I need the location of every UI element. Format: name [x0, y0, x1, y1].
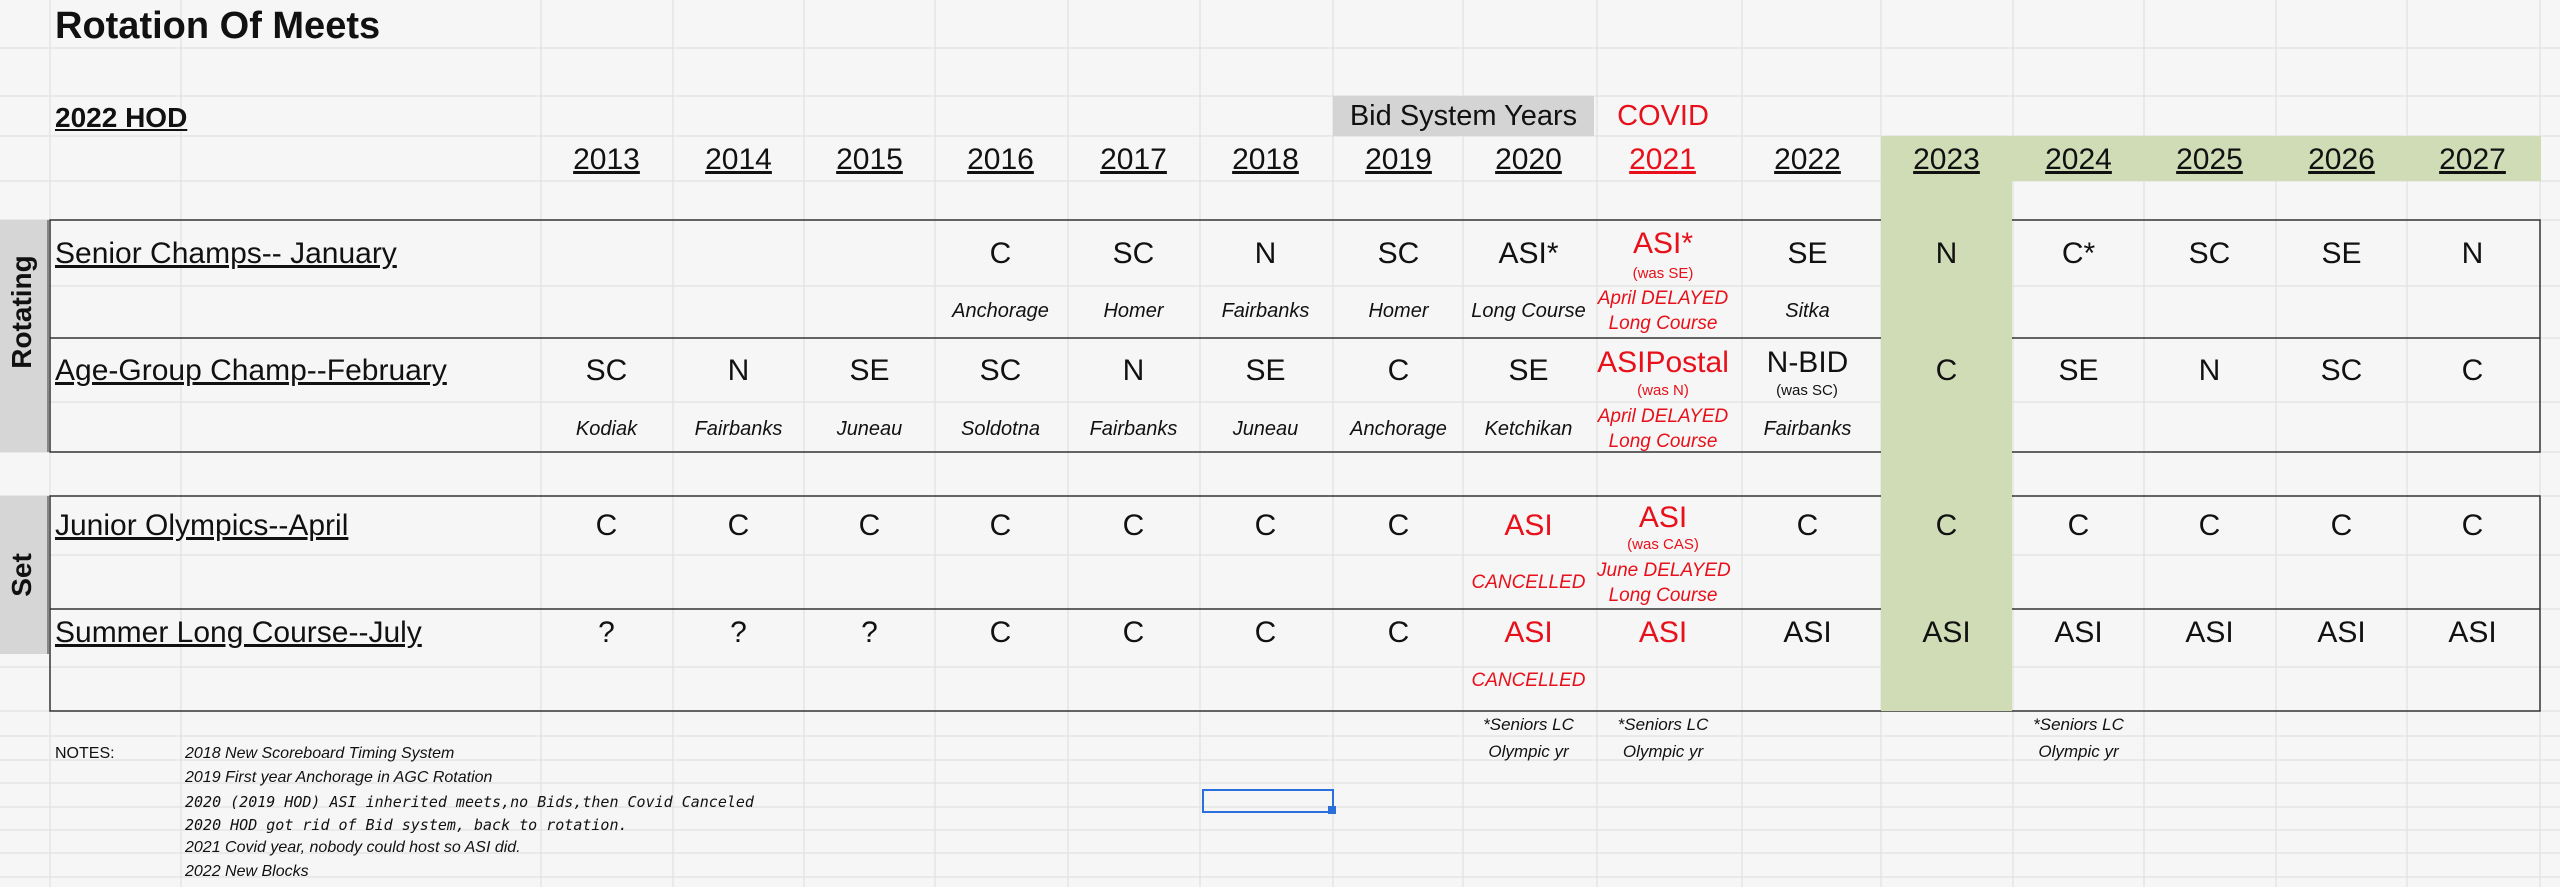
year-header-2023: 2023: [1913, 143, 1980, 176]
agegroup-location-2022: Fairbanks: [1763, 418, 1852, 440]
year-header-2020: 2020: [1495, 143, 1562, 176]
year-header-2025: 2025: [2176, 143, 2243, 176]
note-line: 2021 Covid year, nobody could host so ASI did.: [185, 839, 521, 856]
senior-code-2025: SC: [2188, 237, 2231, 270]
agegroup-code-2015: SE: [849, 354, 890, 387]
senior-code-2024: C*: [2061, 237, 2096, 270]
agegroup-code-2022: N-BID: [1766, 346, 1849, 379]
olympic-note-2020-line1: *Seniors LC: [1483, 715, 1574, 734]
senior-2021-delayed: April DELAYED: [1597, 288, 1729, 309]
agegroup-code-2016: SC: [979, 354, 1022, 387]
senior-location-2022: Sitka: [1785, 300, 1830, 322]
olympic-note-2020-line2: Olympic yr: [1488, 742, 1569, 761]
summer-code-2027: ASI: [2448, 616, 2497, 649]
agegroup-code-2013: SC: [585, 354, 628, 387]
senior-code-2020: ASI*: [1498, 237, 1559, 270]
year-header-2015: 2015: [836, 143, 903, 176]
agegroup-code-2018: SE: [1245, 354, 1286, 387]
summer-code-2019: C: [1387, 616, 1410, 649]
note-line: 2020 HOD got rid of Bid system, back to rotation.: [185, 816, 628, 834]
junior-code-2022: C: [1796, 509, 1819, 542]
hod-label: 2022 HOD: [55, 102, 188, 133]
junior-2020-cancelled: CANCELLED: [1471, 572, 1586, 593]
year-header-2016: 2016: [967, 143, 1034, 176]
summer-code-2023: ASI: [1922, 616, 1971, 649]
summer-code-2025: ASI: [2185, 616, 2234, 649]
bid-system-years-label: Bid System Years: [1333, 96, 1594, 136]
row-label-age-group-champ: Age-Group Champ--February: [55, 354, 447, 387]
selected-cell[interactable]: [1202, 789, 1334, 813]
agegroup-code-2027: C: [2461, 354, 2484, 387]
agegroup-code-2014: N: [727, 354, 750, 387]
agegroup-location-2016: Soldotna: [961, 418, 1040, 440]
junior-code-2024: C: [2067, 509, 2090, 542]
summer-code-2020: ASI: [1504, 616, 1553, 649]
senior-code-2017: SC: [1112, 237, 1155, 270]
agegroup-2021-was: (was N): [1637, 382, 1689, 399]
year-header-2018: 2018: [1232, 143, 1299, 176]
junior-code-2027: C: [2461, 509, 2484, 542]
agegroup-location-2019: Anchorage: [1350, 418, 1447, 440]
summer-code-2017: C: [1122, 616, 1145, 649]
junior-code-2025: C: [2198, 509, 2221, 542]
junior-code-2017: C: [1122, 509, 1145, 542]
olympic-note-2021-line1: *Seniors LC: [1617, 715, 1709, 734]
summer-code-2021: ASI: [1638, 616, 1688, 649]
year-header-2022: 2022: [1774, 143, 1841, 176]
fill-handle[interactable]: [1328, 806, 1336, 814]
summer-code-2018: C: [1254, 616, 1277, 649]
junior-code-2013: C: [595, 509, 618, 542]
summer-code-2013: ?: [598, 616, 615, 649]
summer-2020-cancelled: CANCELLED: [1471, 670, 1586, 691]
senior-code-2027: N: [2461, 237, 2484, 270]
agegroup-2022-was: (was SC): [1776, 382, 1838, 399]
senior-2021-was: (was SE): [1632, 265, 1694, 282]
agegroup-code-2023: C: [1935, 354, 1958, 387]
note-line: 2022 New Blocks: [185, 863, 309, 880]
year-header-2021: 2021: [1629, 143, 1696, 176]
agegroup-code-2021: ASIPostal: [1597, 346, 1729, 379]
row-label-senior-champs: Senior Champs-- January: [55, 237, 397, 270]
year-header-2024: 2024: [2045, 143, 2112, 176]
agegroup-code-2026: SC: [2320, 354, 2363, 387]
senior-code-2022: SE: [1787, 237, 1828, 270]
senior-location-2019: Homer: [1368, 300, 1429, 322]
agegroup-code-2025: N: [2198, 354, 2221, 387]
agegroup-location-2020: Ketchikan: [1484, 418, 1573, 440]
notes-label: NOTES:: [55, 745, 115, 762]
olympic-note-2024-line1: *Seniors LC: [2033, 715, 2124, 734]
agegroup-location-2017: Fairbanks: [1089, 418, 1178, 440]
junior-code-2026: C: [2330, 509, 2353, 542]
year-header-2019: 2019: [1365, 143, 1432, 176]
summer-code-2015: ?: [861, 616, 878, 649]
note-line: 2020 (2019 HOD) ASI inherited meets,no Bids,then Covid Canceled: [185, 793, 754, 811]
senior-location-2016: Anchorage: [952, 300, 1049, 322]
set-side-label: Set: [6, 553, 37, 597]
row-label-junior-olympics: Junior Olympics--April: [55, 509, 349, 542]
junior-code-2018: C: [1254, 509, 1277, 542]
senior-code-2019: SC: [1377, 237, 1420, 270]
junior-2021-delayed: June DELAYED: [1597, 560, 1731, 581]
year-header-2017: 2017: [1100, 143, 1167, 176]
senior-location-2020: Long Course: [1471, 300, 1586, 322]
senior-code-2016: C: [989, 237, 1012, 270]
year-header-2014: 2014: [705, 143, 772, 176]
sheet-title: Rotation Of Meets: [55, 5, 381, 47]
junior-code-2023: C: [1935, 509, 1958, 542]
junior-code-2019: C: [1387, 509, 1410, 542]
junior-2021-long-course: Long Course: [1608, 585, 1718, 606]
agegroup-location-2015: Juneau: [836, 418, 903, 440]
junior-code-2021: ASI: [1638, 501, 1688, 534]
summer-code-2014: ?: [730, 616, 747, 649]
olympic-note-2024-line2: Olympic yr: [2038, 742, 2119, 761]
agegroup-code-2019: C: [1387, 354, 1410, 387]
senior-code-2023: N: [1935, 237, 1958, 270]
senior-code-2018: N: [1254, 237, 1277, 270]
junior-code-2020: ASI: [1504, 509, 1553, 542]
agegroup-code-2020: SE: [1508, 354, 1549, 387]
agegroup-code-2024: SE: [2058, 354, 2099, 387]
junior-2021-was: (was CAS): [1627, 536, 1699, 553]
senior-code-2026: SE: [2321, 237, 2362, 270]
summer-code-2024: ASI: [2054, 616, 2103, 649]
agegroup-location-2014: Fairbanks: [694, 418, 783, 440]
agegroup-2021-long-course: Long Course: [1608, 431, 1718, 452]
row-label-summer-long-course: Summer Long Course--July: [55, 616, 422, 649]
year-header-2013: 2013: [573, 143, 640, 176]
agegroup-location-2018: Juneau: [1232, 418, 1299, 440]
junior-code-2016: C: [989, 509, 1012, 542]
covid-label: COVID: [1617, 100, 1709, 132]
agegroup-2021-delayed: April DELAYED: [1597, 406, 1729, 427]
year-header-2027: 2027: [2439, 143, 2506, 176]
senior-2021-long-course: Long Course: [1608, 313, 1718, 334]
junior-code-2014: C: [727, 509, 750, 542]
year-header-2026: 2026: [2308, 143, 2375, 176]
olympic-note-2021-line2: Olympic yr: [1622, 742, 1704, 761]
note-line: 2019 First year Anchorage in AGC Rotation: [185, 769, 493, 786]
senior-location-2017: Homer: [1103, 300, 1164, 322]
note-line: 2018 New Scoreboard Timing System: [185, 745, 455, 762]
senior-code-2021: ASI*: [1632, 227, 1694, 260]
agegroup-code-2017: N: [1122, 354, 1145, 387]
summer-code-2026: ASI: [2317, 616, 2366, 649]
summer-code-2022: ASI: [1783, 616, 1832, 649]
agegroup-location-2013: Kodiak: [575, 418, 638, 440]
summer-code-2016: C: [989, 616, 1012, 649]
senior-location-2018: Fairbanks: [1221, 300, 1310, 322]
rotating-side-label: Rotating: [6, 255, 37, 369]
junior-code-2015: C: [858, 509, 881, 542]
